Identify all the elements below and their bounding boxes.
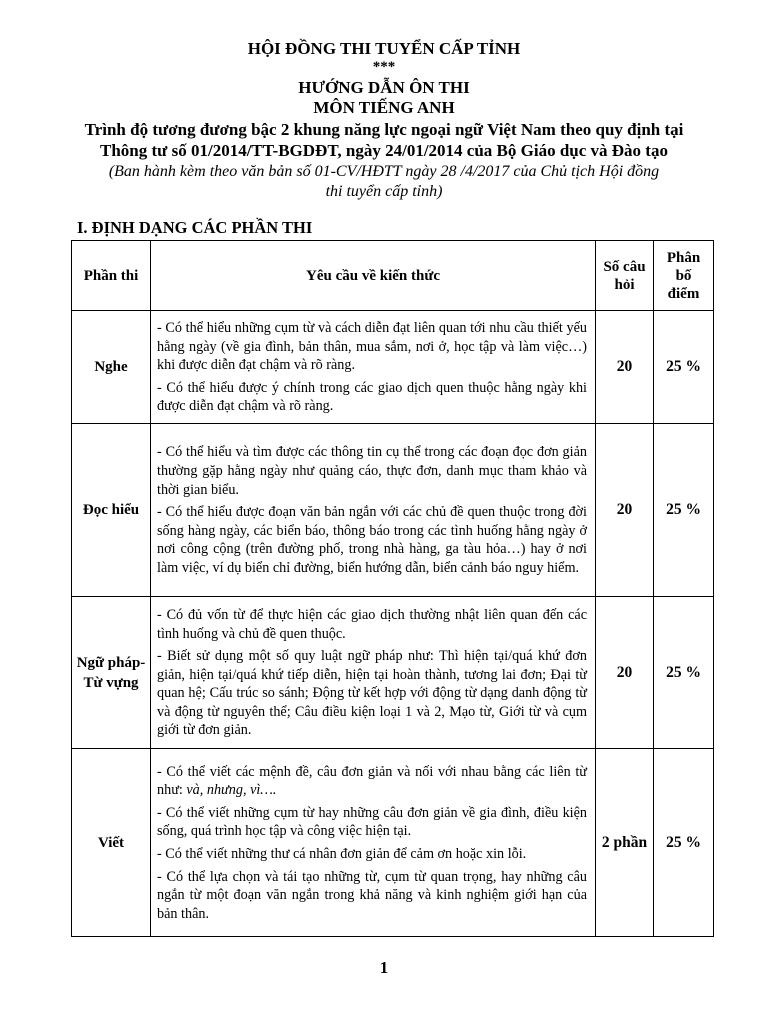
question-count: 20: [596, 597, 654, 749]
subject-title: MÔN TIẾNG ANH: [313, 98, 455, 117]
stars-separator: ***: [372, 59, 396, 75]
point-share: 25 %: [654, 311, 714, 424]
table-row-writing: [72, 749, 714, 937]
council-heading: HỘI ĐỒNG THI TUYỂN CẤP TỈNH: [247, 39, 521, 58]
part-name: Đọc hiểu: [72, 424, 151, 597]
requirement-item: - Có thể hiểu những cụm từ và cách diễn đạt liên quan tới nhu cầu thiết yếu hằng ngày (về gia đình, bản thân, mua sắm, nơi ở, học tập và làm việc…) khi được diễn đạt chậm và rõ ràng.: [157, 320, 587, 374]
requirement-item: - Có đủ vốn từ để thực hiện các giao dịch thường nhật liên quan đến các tình huống và chủ đề quen thuộc.: [157, 606, 587, 642]
requirement-item: - Có thể hiểu được ý chính trong các giao dịch quen thuộc hằng ngày khi được diễn đạt chậm và rõ ràng.: [157, 379, 587, 415]
level-line-2: Thông tư số 01/2014/TT-BGDĐT, ngày 24/01/2014 của Bộ Giáo dục và Đào tạo: [100, 141, 668, 160]
question-count: 20: [596, 424, 654, 597]
header-part: Phần thi: [72, 241, 151, 311]
requirements-cell: [151, 597, 596, 749]
requirements-cell: [151, 749, 596, 937]
issued-line-1: (Ban hành kèm theo văn bản số 01-CV/HĐTT ngày 28 /4/2017 của Chủ tịch Hội đồng: [108, 163, 660, 180]
part-name: Nghe: [72, 311, 151, 424]
requirements-cell: [151, 311, 596, 424]
part-name: Viết: [72, 749, 151, 937]
part-name: Ngữ pháp-Từ vựng: [72, 597, 151, 749]
guide-title: HƯỚNG DẪN ÔN THI: [298, 78, 470, 97]
requirement-text: - Có thể viết các mệnh đề, câu đơn giản và nối với nhau bằng các liên từ như:: [157, 763, 587, 799]
requirement-item: [157, 763, 587, 800]
header-points: Phân bố điểm: [654, 241, 714, 311]
section-title: I. ĐỊNH DẠNG CÁC PHẦN THI: [77, 218, 313, 237]
requirement-item: - Có thể viết những cụm từ hay những câu đơn giản về gia đình, điều kiện sống, quá trình học tập và công việc hiện tại.: [157, 804, 587, 840]
point-share: 25 %: [654, 424, 714, 597]
page-number: 1: [379, 958, 389, 977]
exam-format-table: [71, 240, 714, 937]
requirement-item: - Có thể viết những thư cá nhân đơn giản để cảm ơn hoặc xin lỗi.: [157, 846, 527, 862]
question-count: 2 phần: [596, 749, 654, 937]
table-row-listening: [72, 311, 714, 424]
table-row-reading: [72, 424, 714, 597]
requirement-item: - Biết sử dụng một số quy luật ngữ pháp như: Thì hiện tại/quá khứ đơn giản, hiện tại/quá khứ tiếp diễn, hiện tại hoàn thành, tương lai đơn; Đại từ quan hệ; Cấu trúc so sánh; Động từ kết hợp với động từ dạng danh động từ và động từ nguyên thể; Câu điều kiện loại 1 và 2, Mạo từ, Giới từ và cụm giới từ đơn giản.: [157, 648, 587, 739]
point-share: 25 %: [654, 749, 714, 937]
requirement-item: - Có thể hiểu và tìm được các thông tin cụ thể trong các đoạn đọc đơn giản thường gặp hằng ngày như quảng cáo, thực đơn, danh mục tham khảo và thời gian biểu.: [157, 444, 587, 498]
conjunction-examples: và, nhưng, vì….: [186, 782, 277, 799]
requirements-cell: [151, 424, 596, 597]
table-header-row: [72, 241, 714, 311]
question-count: 20: [596, 311, 654, 424]
table-row-grammar-vocab: [72, 597, 714, 749]
point-share: 25 %: [654, 597, 714, 749]
requirement-item: - Có thể hiểu được đoạn văn bản ngắn với các chủ đề quen thuộc trong đời sống hàng ngày, các biển báo, thông báo trong các tình huống hằng ngày ở nơi công cộng (trên đường phố, trong nhà hàng, ga tàu hỏa…) hay ở nơi làm việc, ví dụ biển chỉ đường, biển hướng dẫn, biển cảnh báo nguy hiểm.: [157, 504, 587, 576]
issued-line-2: thi tuyển cấp tỉnh): [325, 183, 443, 200]
requirement-item: - Có thể lựa chọn và tái tạo những từ, cụm từ quan trọng, hay những câu ngắn từ một đoạn văn ngắn trong khả năng và kinh nghiệm giới hạn của bản thân.: [157, 868, 587, 922]
header-requirements: Yêu cầu về kiến thức: [151, 241, 596, 311]
header-questions: Số câu hỏi: [596, 241, 654, 311]
level-line-1: Trình độ tương đương bậc 2 khung năng lực ngoại ngữ Việt Nam theo quy định tại: [84, 120, 684, 139]
